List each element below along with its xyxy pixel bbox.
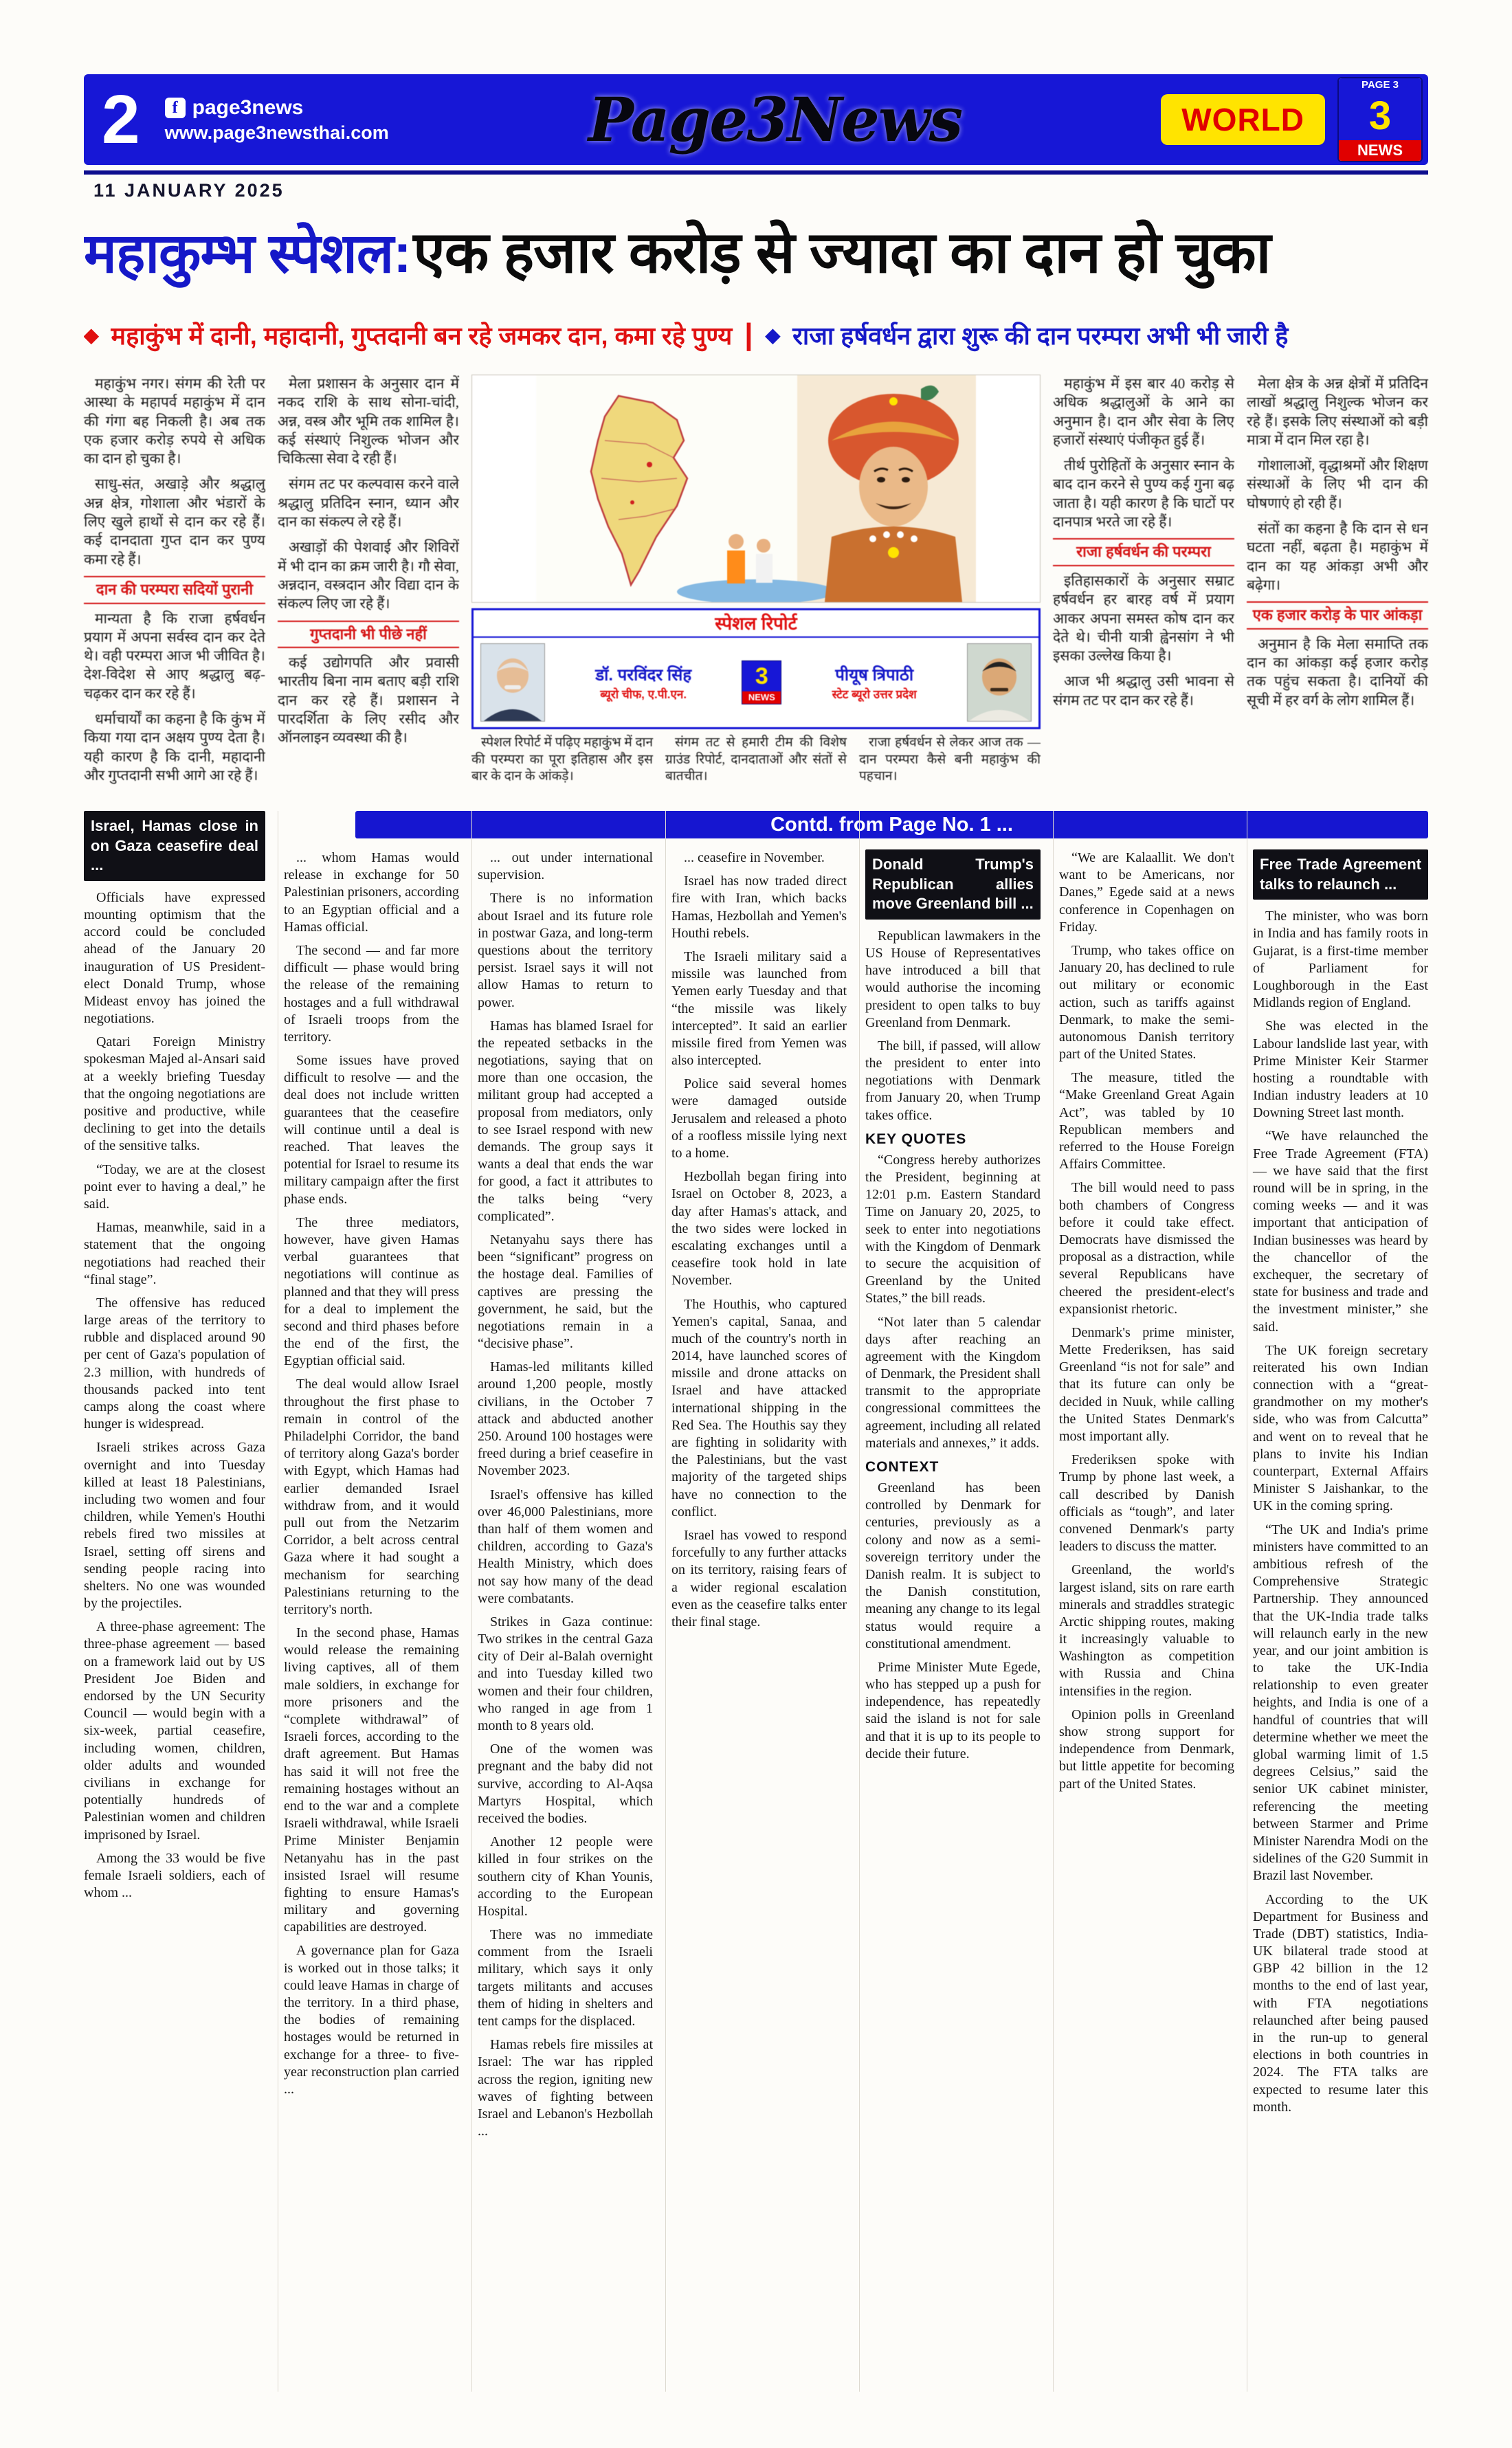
hindi-sub-headline: राजा हर्षवर्धन की परम्परा [1053,538,1234,566]
paragraph: Frederiksen spoke with Trump by phone last week, a call described by Danish officials as “tough”, and later convened Denmark's party leaders to discuss the matter. [1059,1452,1234,1555]
mini-logo-news: NEWS [742,691,781,704]
author-left [595,663,691,702]
paragraph: Israel's offensive has killed over 46,000 Palestinians, more than half of them women and children, according to Gaza's Health Ministry, which does not say how many of the dead were combatants. [478,1487,653,1606]
paragraph: Among the 33 would be five female Israeli soldiers, each of whom ... [84,1850,265,1901]
feature-illustration [471,375,1041,603]
hindi-column [1247,375,1428,811]
paragraph: संगम तट पर कल्पवास करने वाले श्रद्धालु प्रतिदिन स्नान, ध्यान और दान का संकल्प ले रहे हैं। [278,476,459,531]
paragraph: Hamas has blamed Israel for the repeated setbacks in the negotiations, saying that on more than one occasion, the militant group had accepted a proposal from mediators, only to see Israel respond with new demands. The group says it wants a deal that ends the war for good, a fact it attributes to the talks being “very complicated”. [478,1018,653,1224]
paragraph: According to the UK Department for Business and Trade (DBT) statistics, India-UK bilateral trade stood at GBP 42 billion in the 12 months to the end of last year, with FTA negotiations relaunched after being paused in the run-up to general elections in both countries in 2024. The FTA talks are expected to resume later this month. [1253,1891,1428,2115]
paragraph: “Not later than 5 calendar days after reaching an agreement with the Kingdom of Denmark, the President shall transmit to the appropriate congressional committees the agreement, including all related materials and annexes,” it adds. [865,1314,1041,1451]
english-column [1053,811,1234,2392]
paragraph: स्पेशल रिपोर्ट में पढ़िए महाकुंभ में दान की परम्परा का पूरा इतिहास और इस बार के दान के आंकड़े। [471,735,653,784]
english-column [278,811,459,2392]
paragraph: There was no immediate comment from the Israeli military, which says it only targets militants and accuses them of hiding in shelters and tent camps for the displaced. [478,1927,653,2029]
paragraph: The three mediators, however, have given Hamas verbal guarantees that negotiations will continue as planned and that they will press for a deal to implement the second and third phases before the end of the first, the Egyptian official said. [284,1214,459,1369]
bullet-icon: ◆ [84,324,99,346]
paragraph: “The UK and India's prime ministers have committed to an ambitious refresh of the Comprehensive Strategic Partnership. They announced that the UK-India trade talks will relaunch early in the new year, and our joint ambition is to take the UK-India relationship to even greater heights, and India is one of a handful of countries that will determine whether we meet the global warming limit of 1.5 degrees Celsius,” said the senior UK cabinet minister, referencing the meeting between Starmer and Prime Minister Narendra Modi on the sidelines of the G20 Summit in Brazil last November. [1253,1522,1428,1884]
english-column [1247,811,1428,2392]
masthead-title: Page3News [588,84,962,155]
bullet-icon: ◆ [765,324,781,346]
center-feature-block [471,375,1041,811]
paragraph: महाकुंभ में इस बार 40 करोड़ से अधिक श्रद्धालुओं के आने का अनुमान है। दान और सेवा के लिए हजारों संस्थाएं पंजीकृत हुई हैं। [1053,375,1234,448]
subhead-divider: | [744,318,753,351]
paragraph: ... ceasefire in November. [684,850,825,865]
hindi-below-image-strip [471,735,1041,811]
paragraph: Denmark's prime minister, Mette Frederiksen, has said Greenland “is not for sale” and that its future can only be decided in Nuuk, while calling the United States Denmark's most important ally. [1059,1324,1234,1444]
paragraph: The deal would allow Israel throughout the first phase to remain in control of the Philadelphi Corridor, the band of territory along Gaza's border with Egypt, which Hamas had earlier demanded Israel withdraw from, and it would pull out from the Netzarim Corridor, a belt across central Gaza where it had sought a mechanism for searching Palestinians returning to the territory's north. [284,1377,459,1617]
paragraph: Netanyahu says there has been “significant” progress on the hostage deal. Families of captives are pressing the government, he said, but the negotiations remain in a “decisive phase”. [478,1232,653,1352]
paragraph: राजा हर्षवर्धन से लेकर आज तक — दान परम्परा कैसे बनी महाकुंभ की पहचान। [859,735,1041,784]
article-sub-headline: KEY QUOTES [865,1131,967,1147]
paragraph: A three-phase agreement: The three-phase agreement — based on a framework laid out by US President Joe Biden and endorsed by the UN Security Council — would begin with a six-week, partial ceasefire, including women, children, older adults and wounded civilians in exchange for potentially hundreds of Palestinian women and children imprisoned by Israel. [84,1619,265,1843]
paragraph: Israel has now traded direct fire with Iran, which backs Hamas, Hezbollah and Yemen's Houthi rebels. [671,874,847,941]
paragraph: There is no information about Israel and its future role in postwar Gaza, and long-term questions about the territory persist. Israel says it will not allow Hamas to return to power. [478,891,653,1010]
author-right [832,663,917,702]
article-sub-headline: CONTEXT [865,1459,940,1476]
paragraph: The bill would need to pass both chambers of Congress before it could take effect. Democrats have dismissed the proposal as a distraction, while several Republicans have cheered the president-elect's expansionist rhetoric. [1059,1180,1234,1317]
facebook-icon: f [165,98,186,118]
paragraph: The Houthis, who captured Yemen's capital, Sanaa, and much of the country's north in 2014, have launched scores of missile and drone attacks on Israel and have attacked international shipping in the Red Sea. The Houthis say they are fighting in solidarity with the Palestinians, but the vast majority of the targeted ships have no connection to the conflict. [671,1296,847,1520]
paragraph: मेला प्रशासन के अनुसार दान में नकद राशि के साथ सोना-चांदी, अन्न, वस्त्र और भूमि तक शामिल है। कई संस्थाएं निशुल्क भोजन और चिकित्सा सेवा दे रही हैं। [278,375,459,467]
paragraph: संगम तट से हमारी टीम की विशेष ग्राउंड रिपोर्ट, दानदाताओं और संतों से बातचीत। [665,735,847,784]
subhead-left: महाकुंभ में दानी, महादानी, गुप्तदानी बन रहे जमकर दान, कमा रहे पुण्य [111,321,733,350]
paragraph: Trump, who takes office on January 20, has declined to rule out military or economic action, such as tariffs against Denmark, to make the semi-autonomous Danish territory part of the United States. [1059,942,1234,1062]
paragraph: Republican lawmakers in the US House of Representatives have introduced a bill that would authorise the incoming president to open talks to buy Greenland from Denmark. [865,928,1041,1030]
hindi-sub-headline: एक हजार करोड़ के पार आंकड़ा [1247,601,1428,630]
paragraph: Greenland has been controlled by Denmark for centuries, previously as a colony and now as a semi-sovereign territory under the Danish realm. It is subject to the Danish constitution, meaning any change to its legal status would require a constitutional amendment. [865,1480,1041,1651]
page3-logo [1337,77,1423,162]
author-name: पीयूष त्रिपाठी [835,666,914,685]
paragraph: “Today, we are at the closest point ever to having a deal,” he said. [84,1161,265,1212]
masthead-bar [84,74,1428,165]
paragraph: Israeli strikes across Gaza overnight and into Tuesday killed at least 18 Palestinians, including two women and four children, while Yemen's Houthi rebels fired two missiles at Israel, setting off sirens and sending people racing into shelters. No one was wounded by the projectiles. [84,1440,265,1612]
hindi-column [1053,375,1234,811]
english-column [84,811,265,2392]
hindi-column [84,375,265,811]
paragraph: Hamas, meanwhile, said in a statement that the ongoing negotiations had reached their “final stage”. [84,1220,265,1287]
english-column [471,811,653,2392]
paragraph: “We have relaunched the Free Trade Agreement (FTA) — we have said that the first round will be in spring, in the coming weeks — and it was important that anticipation of Indian businesses was heard by the chancellor of the exchequer, the secretary of state for business and trade and the investment minister,” she said. [1253,1128,1428,1335]
paragraph: The bill, if passed, will allow the president to enter into negotiations with Denmark from January 20, when Trump takes office. [865,1038,1041,1123]
hindi-sub-headline: दान की परम्परा सदियों पुरानी [84,576,265,604]
author-photo [480,643,545,722]
paragraph: साधु-संत, अखाड़े और श्रद्धालु अन्न क्षेत्र, गोशाला और भंडारों के लिए खुले हाथों से दान कर रहे हैं। कई दानदाता गुप्त दान कर पुण्य कमा रहे हैं। [84,476,265,568]
article-headline-bar: Donald Trump's Republican allies move Greenland bill ... [865,849,1041,920]
paragraph: The UK foreign secretary reiterated his own Indian connection with a “great-grandmother on my mother's side, who was from Calcutta” and went on to reveal that he plans to invite his Indian counterpart, External Affairs Minister S Jaishankar, to the UK in the coming spring. [1253,1342,1428,1514]
author-photo [967,643,1032,722]
paragraph: Another 12 people were killed in four strikes on the southern city of Khan Younis, according to the European Hospital. [478,1834,653,1919]
subhead-right: राजा हर्षवर्धन द्वारा शुरू की दान परम्परा अभी भी जारी है [792,321,1289,350]
page-number: 2 [102,81,140,158]
paragraph: ... out under international supervision. [478,850,653,883]
headline-kicker: महाकुम्भ स्पेशल: [84,223,411,284]
paragraph: One of the women was pregnant and the baby did not survive, according to Al-Aqsa Martyrs Hospital, which received the bodies. [478,1742,653,1826]
article-headline-bar: Israel, Hamas close in on Gaza ceasefire deal ... [84,811,265,881]
paragraph: Strikes in Gaza continue: Two strikes in the central Gaza city of Deir al-Balah overnight and into Tuesday killed two women and their four children, who ranged in age from 1 month to 8 years old. [478,1614,653,1733]
paragraph: Qatari Foreign Ministry spokesman Majed al-Ansari said at a weekly briefing Tuesday that the ongoing negotiations are positive and productive, while declining to get into the details of the sensitive talks. [84,1034,265,1154]
paragraph: Officials have expressed mounting optimism that the accord could be concluded ahead of the January 20 inauguration of US President-elect Donald Trump, whose Mideast envoy has joined the negotiations. [84,889,265,1027]
paragraph: ... whom Hamas would release in exchange for 50 Palestinian prisoners, according to an Egyptian official and a Hamas official. [284,850,459,935]
hindi-sub-headline: गुप्तदानी भी पीछे नहीं [278,621,459,649]
hindi-article-section [84,375,1428,811]
paragraph: In the second phase, Hamas would release the remaining living captives, all of them male soldiers, in exchange for more prisoners and the “complete withdrawal” of Israeli forces, according to the draft agreement. But Hamas has said it will not free the remaining hostages without an end to the war and a complete Israeli withdrawal, while Israeli Prime Minister Benjamin Netanyahu has in the past insisted Israel will resume fighting to ensure Hamas's military and governing capabilities are destroyed. [284,1625,459,1935]
english-column [859,811,1041,2392]
hindi-left-columns [84,375,459,811]
paragraph: इतिहासकारों के अनुसार सम्राट हर्षवर्धन हर बारह वर्ष में प्रयाग आकर अपना समस्त कोष दान कर देते थे। चीनी यात्री ह्वेनसांग ने भी इसका उल्लेख किया है। [1053,572,1234,665]
hindi-right-columns [1053,375,1428,811]
english-column [665,811,847,2392]
paragraph: Some issues have proved difficult to resolve — and the deal does not include written guarantees that the ceasefire will continue until a deal is reached. That leaves the potential for Israel to resume its military campaign after the first phase ends. [284,1053,459,1207]
paragraph: The measure, titled the “Make Greenland Great Again Act”, was tabled by 10 Republican members and referred to the House Foreign Affairs Committee. [1059,1070,1234,1172]
paragraph: “We are Kalaallit. We don't want to be Americans, nor Danes,” Egede said at a news conference in Copenhagen on Friday. [1059,850,1234,935]
paragraph: अनुमान है कि मेला समाप्ति तक दान का आंकड़ा कई हजार करोड़ तक पहुंच सकता है। दानियों की सूची में हर वर्ग के लोग शामिल हैं। [1247,635,1428,709]
paragraph: संतों का कहना है कि दान से धन घटता नहीं, बढ़ता है। महाकुंभ में दान का यह आंकड़ा अभी और बढ़ेगा। [1247,520,1428,593]
special-report-title: स्पेशल रिपोर्ट [474,610,1038,638]
paragraph: Prime Minister Mute Egede, who has stepped up a push for independence, has repeatedly said the island is not for sale and that it is up to its people to decide their future. [865,1659,1041,1761]
paragraph: महाकुंभ नगर। संगम की रेती पर आस्था के महापर्व महाकुंभ में दान की गंगा बह निकली है। अब तक एक हजार करोड़ रुपये से अधिक का दान हो चुका है। [84,375,265,467]
header-rule [84,170,1428,175]
special-report-box [471,608,1041,729]
logo-digit: 3 [1339,92,1421,140]
social-handle: page3news [192,96,304,119]
logo-label: PAGE 3 [1339,78,1421,92]
hindi-column [278,375,459,811]
paragraph: कई उद्योगपति और प्रवासी भारतीय बिना नाम बताए बड़ी राशि दान कर रहे हैं। प्रशासन ने पारदर्शिता के लिए रसीद और ऑनलाइन व्यवस्था की है। [278,654,459,746]
social-block [165,96,389,144]
paragraph: “Congress hereby authorizes the President, beginning at 12:01 p.m. Eastern Standard Time on January 20, 2025, to seek to enter into negotiations with the Kingdom of Denmark to secure the acquisition of Greenland by the United States,” the bill reads. [865,1152,1041,1306]
paragraph: मेला क्षेत्र के अन्न क्षेत्रों में प्रतिदिन लाखों श्रद्धालु निशुल्क भोजन कर रहे हैं। इसके लिए संस्थाओं को बड़ी मात्रा में दान मिल रहा है। [1247,375,1428,448]
paragraph: गोशालाओं, वृद्धाश्रमों और शिक्षण संस्थाओं के लिए भी दान की घोषणाएं हो रही हैं। [1247,457,1428,511]
paragraph: अखाड़ों की पेशवाई और शिविरों में भी दान का क्रम जारी है। गौ सेवा, अन्नदान, वस्त्रदान और विद्या दान के संकल्प लिए जा रहे हैं। [278,539,459,612]
mini-logo-digit: 3 [742,661,781,691]
india-map-and-king-illustration [472,375,1040,602]
paragraph: Israel has vowed to respond forcefully to any further attacks on its territory, raising fears of a wider regional escalation even as the ceasefire talks enter their final stage. [671,1527,847,1629]
logo-news-label: NEWS [1339,140,1421,161]
lead-subhead [84,318,1428,352]
website-url: www.page3newsthai.com [164,122,389,143]
author-role: स्टेट ब्यूरो उत्तर प्रदेश [832,688,917,701]
paragraph: Opinion polls in Greenland show strong support for independence from Denmark, but little appetite for becoming part of the United States. [1059,1706,1234,1792]
paragraph: She was elected in the Labour landslide last year, with Prime Minister Keir Starmer hosting a roundtable with Indian industry leaders at 10 Downing Street last month. [1253,1019,1428,1121]
english-article-section [84,811,1428,2392]
paragraph: तीर्थ पुरोहितों के अनुसार स्नान के बाद दान करने से पुण्य कई गुना बढ़ जाता है। यही कारण है कि घाटों पर दानपात्र भरते जा रहे हैं। [1053,457,1234,531]
paragraph: आज भी श्रद्धालु उसी भावना से संगम तट पर दान कर रहे हैं। [1053,673,1234,709]
paragraph: The second — and far more difficult — phase would bring the release of the remaining hostages and a full withdrawal of Israeli troops from the territory. [284,942,459,1045]
paragraph: Hamas rebels fire missiles at Israel: The war has rippled across the region, igniting new waves of fighting between Israel and Lebanon's Hezbollah ... [478,2037,653,2139]
paragraph: A governance plan for Gaza is worked out in those talks; it could leave Hamas in charge of the territory. In a third phase, the bodies of remaining hostages would be returned in exchange for a three- to five-year reconstruction plan carried ... [284,1943,459,2097]
continued-from-page-bar: Contd. from Page No. 1 ... [355,811,1428,838]
paragraph: The offensive has reduced large areas of the territory to rubble and displaced around 90 per cent of Gaza's population of 2.3 million, with hundreds of thousands packed into tent camps along the coast where hunger is widespread. [84,1295,265,1432]
page3-mini-logo [742,660,781,704]
paragraph: Hezbollah began firing into Israel on October 8, 2023, a day after Hamas's attack, and the two sides were locked in escalating exchanges until a ceasefire took hold in late November. [671,1169,847,1289]
paragraph: धर्माचार्यों का कहना है कि कुंभ में किया गया दान अक्षय पुण्य देता है। यही कारण है कि दानी, महादानी और गुप्तदानी सभी आगे आ रहे हैं। [84,711,265,783]
article-headline-bar: Free Trade Agreement talks to relaunch ... [1253,849,1428,900]
lead-headline [84,210,1428,289]
paragraph: Police said several homes were damaged outside Jerusalem and released a photo of a roofless missile lying next to a home. [671,1076,847,1161]
section-badge: WORLD [1161,94,1325,145]
headline-main: एक हजार करोड़ से ज्यादा का दान हो चुका [413,220,1271,285]
author-role: ब्यूरो चीफ, ए.पी.एन. [600,688,687,701]
paragraph: The Israeli military said a missile was launched from Yemen early Tuesday and that “the missile was likely intercepted”. It said an earlier missile fired from Yemen was also intercepted. [671,948,847,1069]
paragraph: Hamas-led militants killed around 1,200 people, mostly civilians, in the October 7 attack and abducted another 250. Around 100 hostages were freed during a brief ceasefire in November 2023. [478,1359,653,1479]
author-name: डॉ. परविंदर सिंह [595,666,692,685]
issue-date: 11 JANUARY 2025 [93,180,285,201]
paragraph: Greenland, the world's largest island, sits on rare earth minerals and straddles strategic Arctic shipping routes, making it increasingly valuable to Washington as competition with Russia and China intensifies in the region. [1059,1562,1234,1699]
paragraph: The minister, who was born in India and has family roots in Gujarat, is a first-time member of Parliament for Loughborough in the East Midlands region of England. [1253,909,1428,1011]
paragraph: मान्यता है कि राजा हर्षवर्धन प्रयाग में अपना सर्वस्व दान कर देते थे। वही परम्परा आज भी जीवित है। देश-विदेश से आए श्रद्धालु बढ़-चढ़कर दान कर रहे हैं। [84,610,265,702]
